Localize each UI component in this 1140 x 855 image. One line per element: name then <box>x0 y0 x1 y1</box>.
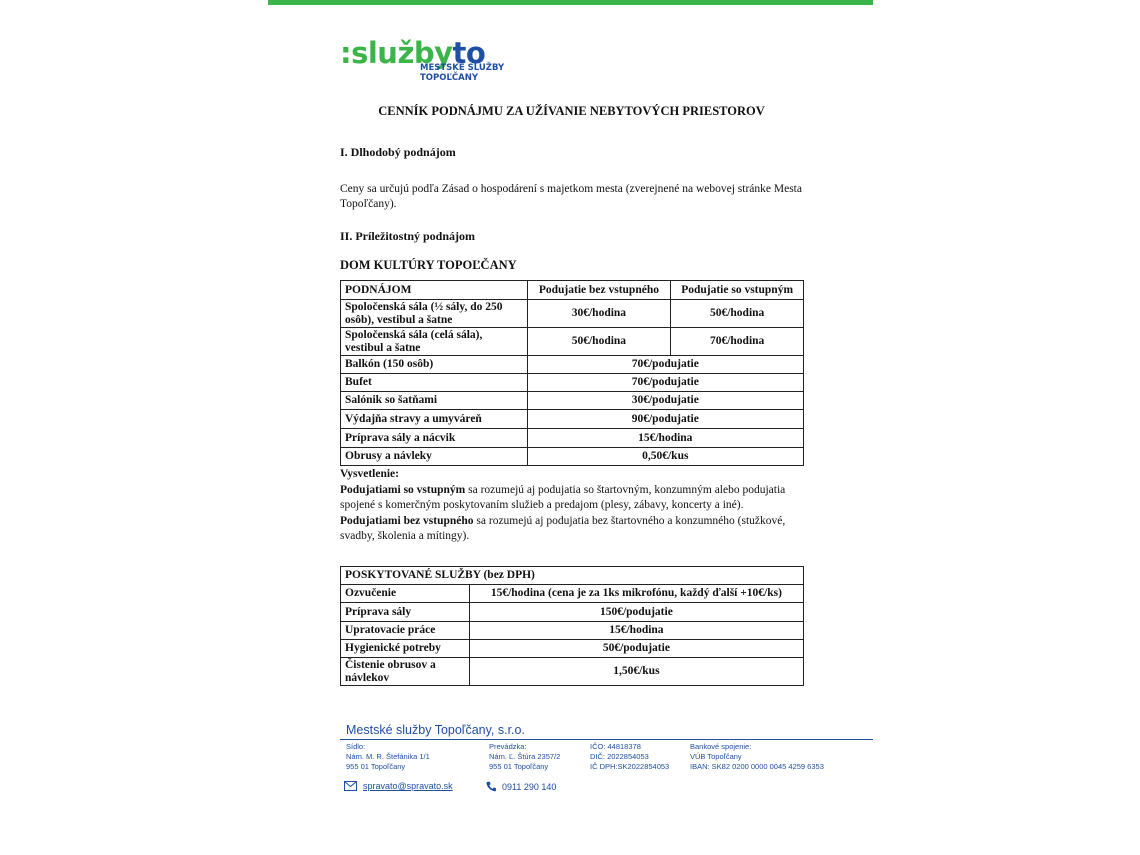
table-header: Podujatie bez vstupného <box>527 281 671 300</box>
footer-seat-label: Sídlo: <box>346 742 366 751</box>
footer-office-city: 955 01 Topoľčany <box>489 762 549 771</box>
row-label: Výdajňa stravy a umyváreň <box>341 410 528 429</box>
row-label: Obrusy a návleky <box>341 448 528 466</box>
section-2-heading: II. Príležitostný podnájom <box>340 229 475 243</box>
table-header: POSKYTOVANÉ SLUŽBY (bez DPH) <box>341 567 804 585</box>
price-cell: 15€/hodina <box>469 622 803 640</box>
section-1-text: Ceny sa určujú podľa Zásad o hospodárení s majetkom mesta (zverejnené na webovej stránke Mesta Topoľčany). <box>340 183 802 210</box>
explanation-text-2: sa rozumejú aj podujatia bez štartovného a konzumného (stužkové, svadby, školenia a mítingy). <box>340 514 786 542</box>
price-cell: 50€/hodina <box>671 300 804 328</box>
table-row <box>341 448 804 466</box>
price-cell: 50€/hodina <box>527 328 671 356</box>
table-row <box>341 356 804 374</box>
table-row <box>341 374 804 392</box>
footer-seat-street: Nám. M. R. Štefánika 1/1 <box>346 752 430 761</box>
row-label: Čistenie obrusov a návlekov <box>341 658 470 686</box>
row-label: Spoločenská sála (celá sála), vestibul a šatne <box>341 328 528 356</box>
phone-number[interactable]: 0911 290 140 <box>502 781 557 792</box>
logo-part-1: :služby <box>340 36 453 70</box>
footer-bank-label: Bankové spojenie: <box>690 742 752 751</box>
explanation-text-1: sa rozumejú aj podujatia so štartovným, konzumným alebo podujatia spojené s komerčným poskytovaním služieb a predajom (plesy, zábavy, koncerty a iné). <box>340 483 786 511</box>
row-label: Balkón (150 osôb) <box>341 356 528 374</box>
footer-icdph: IČ DPH:SK2022854053 <box>590 762 670 771</box>
price-cell: 30€/podujatie <box>527 392 803 410</box>
explanation-heading: Vysvetlenie: <box>340 468 399 480</box>
explanation-term-1: Podujatiami so vstupným <box>340 483 466 496</box>
section-1-heading: I. Dlhodobý podnájom <box>340 145 456 159</box>
row-label: Upratovacie práce <box>341 622 470 640</box>
footer-office-label: Prevádzka: <box>489 742 527 751</box>
row-label: Bufet <box>341 374 528 392</box>
table-row <box>341 640 804 658</box>
company-logo <box>340 36 505 83</box>
envelope-icon <box>344 781 357 791</box>
services-price-table <box>340 566 804 686</box>
footer-email <box>344 781 453 791</box>
footer-dic: DIČ: 2022854053 <box>590 752 649 761</box>
footer-seat-city: 955 01 Topoľčany <box>346 762 406 771</box>
price-cell: 70€/podujatie <box>527 374 803 392</box>
email-link[interactable]: spravato@spravato.sk <box>363 781 453 791</box>
table-row <box>341 328 804 356</box>
explanation-term-2: Podujatiami bez vstupného <box>340 514 474 527</box>
table-header: Podujatie so vstupným <box>671 281 804 300</box>
price-cell: 50€/podujatie <box>469 640 803 658</box>
row-label: Príprava sály a nácvik <box>341 429 528 448</box>
table-header: PODNÁJOM <box>341 281 528 300</box>
table-row <box>341 658 804 686</box>
footer-phone <box>486 781 556 792</box>
phone-icon <box>486 781 496 792</box>
footer-divider <box>340 739 873 740</box>
table-row <box>341 603 804 622</box>
table-row <box>341 300 804 328</box>
footer-office-street: Nám. Ľ. Štúra 2357/2 <box>489 752 561 761</box>
price-cell: 70€/hodina <box>671 328 804 356</box>
table-row <box>341 410 804 429</box>
price-cell: 70€/podujatie <box>527 356 803 374</box>
footer-bank <box>690 742 824 772</box>
top-accent-bar <box>268 0 873 5</box>
explanation-block <box>340 467 800 545</box>
price-cell: 90€/podujatie <box>527 410 803 429</box>
document-title: CENNÍK PODNÁJMU ZA UŽÍVANIE NEBYTOVÝCH PRIESTOROV <box>378 104 765 118</box>
table-row <box>341 585 804 603</box>
price-cell: 1,50€/kus <box>469 658 803 686</box>
row-label: Spoločenská sála (½ sály, do 250 osôb), vestibul a šatne <box>341 300 528 328</box>
footer-iban: IBAN: SK82 0200 0000 0045 4259 6353 <box>690 762 824 771</box>
table-row <box>341 622 804 640</box>
footer-bank-name: VÚB Topoľčany <box>690 752 742 761</box>
table-row <box>341 429 804 448</box>
rental-price-table <box>340 280 804 466</box>
price-cell: 0,50€/kus <box>527 448 803 466</box>
footer-office <box>489 742 560 772</box>
logo-sub-2: TOPOĽČANY <box>420 73 478 83</box>
footer-ids <box>590 742 669 772</box>
price-cell: 30€/hodina <box>527 300 671 328</box>
price-cell: 15€/hodina (cena je za 1ks mikrofónu, každý ďalší +10€/ks) <box>469 585 803 603</box>
footer-seat <box>346 742 430 772</box>
row-label: Salónik so šatňami <box>341 392 528 410</box>
table-row <box>341 392 804 410</box>
footer-company: Mestské služby Topoľčany, s.r.o. <box>346 723 525 737</box>
row-label: Hygienické potreby <box>341 640 470 658</box>
dom-kultury-heading: DOM KULTÚRY TOPOĽČANY <box>340 258 517 272</box>
price-cell: 15€/hodina <box>527 429 803 448</box>
row-label: Ozvučenie <box>341 585 470 603</box>
footer-ico: IČO: 44818378 <box>590 742 641 751</box>
logo-part-2: to <box>452 36 486 70</box>
row-label: Príprava sály <box>341 603 470 622</box>
price-cell: 150€/podujatie <box>469 603 803 622</box>
logo-sub-1: MESTSKÉ SLUŽBY <box>420 63 505 73</box>
